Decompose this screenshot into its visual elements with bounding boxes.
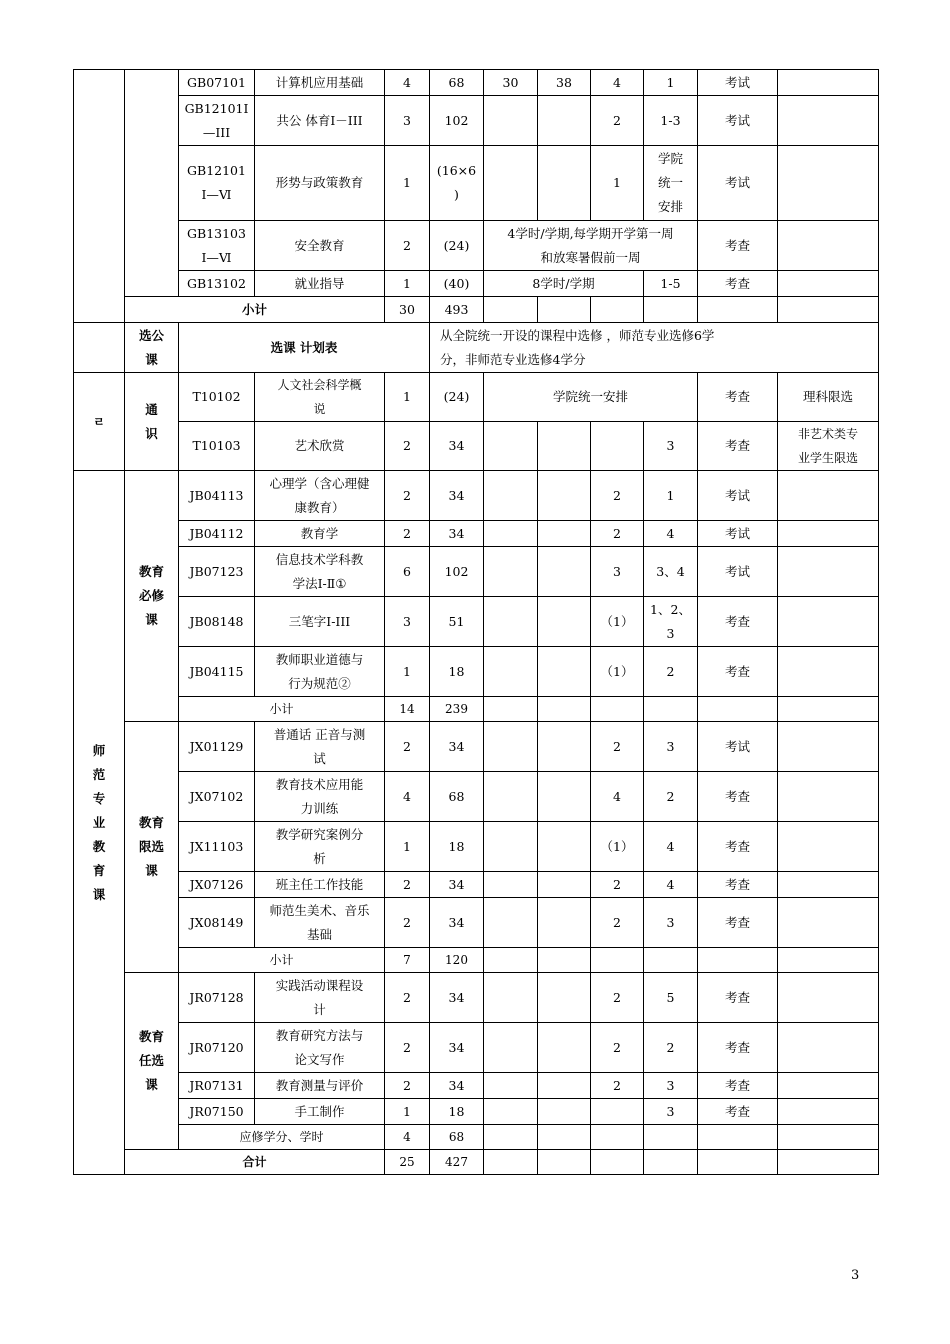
- category-gonggong: [74, 70, 125, 323]
- note: [778, 96, 879, 146]
- semester: 学院 统一 安排: [644, 146, 698, 221]
- hours: 18: [430, 647, 484, 697]
- subtotal-credit: 30: [385, 297, 430, 323]
- col-3: 1: [591, 146, 644, 221]
- course-code: JR07128: [179, 973, 255, 1023]
- semester: 2: [644, 1023, 698, 1073]
- assessment: 考查: [698, 422, 778, 471]
- total-hours: 427: [430, 1150, 484, 1175]
- course-code: T10102: [179, 373, 255, 422]
- subcategory-renxuan: 教育 任选 课: [125, 973, 179, 1150]
- note: [778, 872, 879, 898]
- semester: 2: [644, 647, 698, 697]
- hours: (24): [430, 221, 484, 271]
- subtotal-credit: 7: [385, 948, 430, 973]
- subtotal-hours: 239: [430, 697, 484, 722]
- note: [778, 146, 879, 221]
- category-tongshi: 通 识: [125, 373, 179, 471]
- assessment: 考查: [698, 822, 778, 872]
- col-3: 2: [591, 898, 644, 948]
- col-1: [484, 597, 538, 647]
- semester: 3: [644, 898, 698, 948]
- col-2: [538, 822, 591, 872]
- required-label: 应修学分、学时: [179, 1125, 385, 1150]
- course-row: [74, 1023, 879, 1073]
- subtotal-label: 小计: [125, 297, 385, 323]
- subtotal-row: [74, 297, 879, 323]
- note: [778, 1073, 879, 1099]
- col-3: 4: [591, 772, 644, 822]
- col-3: （1）: [591, 647, 644, 697]
- course-name: 就业指导: [255, 271, 385, 297]
- course-name: 教育学: [255, 521, 385, 547]
- course-row: [74, 973, 879, 1023]
- col-3: [591, 422, 644, 471]
- col-2: [538, 547, 591, 597]
- assessment: 考查: [698, 597, 778, 647]
- assessment: 考查: [698, 373, 778, 422]
- col-1: [484, 822, 538, 872]
- assessment: 考查: [698, 221, 778, 271]
- hours: 34: [430, 973, 484, 1023]
- col-3: 2: [591, 521, 644, 547]
- course-name: 教育测量与评价: [255, 1073, 385, 1099]
- col-1: [484, 146, 538, 221]
- credit: 2: [385, 722, 430, 772]
- subtotal-row: [74, 948, 879, 973]
- col-1: [484, 722, 538, 772]
- col-1: [484, 647, 538, 697]
- note: [778, 1023, 879, 1073]
- course-name: 形势与政策教育: [255, 146, 385, 221]
- course-code: JR07150: [179, 1099, 255, 1125]
- hours: 34: [430, 521, 484, 547]
- credit: 2: [385, 898, 430, 948]
- schedule-note: 8学时/学期: [484, 271, 644, 297]
- semester: 3、4: [644, 547, 698, 597]
- col-3: 3: [591, 547, 644, 597]
- course-name: 信息技术学科教 学法Ⅰ-Ⅱ①: [255, 547, 385, 597]
- course-code: JR07120: [179, 1023, 255, 1073]
- course-code: GB07101: [179, 70, 255, 96]
- course-row: [74, 898, 879, 948]
- col-2: [538, 597, 591, 647]
- course-code: JB04113: [179, 471, 255, 521]
- course-row: [74, 722, 879, 772]
- credit: 1: [385, 373, 430, 422]
- schedule-note: 学院统一安排: [484, 373, 698, 422]
- assessment: 考查: [698, 872, 778, 898]
- col-1: [484, 1099, 538, 1125]
- col-2: [538, 722, 591, 772]
- semester: 3: [644, 722, 698, 772]
- assessment: 考查: [698, 772, 778, 822]
- assessment: 考试: [698, 722, 778, 772]
- semester: 1-3: [644, 96, 698, 146]
- col-2: [538, 521, 591, 547]
- col-2: [538, 973, 591, 1023]
- col-1: [484, 1073, 538, 1099]
- course-row: [74, 597, 879, 647]
- course-name: 实践活动课程设 计: [255, 973, 385, 1023]
- assessment: 考查: [698, 271, 778, 297]
- credit: 4: [385, 70, 430, 96]
- col-3: （1）: [591, 822, 644, 872]
- course-code: JB08148: [179, 597, 255, 647]
- hours: 34: [430, 422, 484, 471]
- col-2: [538, 1099, 591, 1125]
- credit: 2: [385, 521, 430, 547]
- course-name: 师范生美术、音乐 基础: [255, 898, 385, 948]
- credit: 2: [385, 1023, 430, 1073]
- note: [778, 271, 879, 297]
- course-code: GB13102: [179, 271, 255, 297]
- semester: 3: [644, 1099, 698, 1125]
- col-1: [484, 96, 538, 146]
- credit: 2: [385, 973, 430, 1023]
- credit: 2: [385, 422, 430, 471]
- subcategory-bixiu: 教育 必修 课: [125, 471, 179, 722]
- hours: 34: [430, 898, 484, 948]
- hours: 68: [430, 70, 484, 96]
- col-3: 2: [591, 1023, 644, 1073]
- col-2: [538, 772, 591, 822]
- elective-label: 选课 计划表: [179, 323, 430, 373]
- note: [778, 597, 879, 647]
- assessment: 考查: [698, 898, 778, 948]
- note: [778, 647, 879, 697]
- credit: 1: [385, 822, 430, 872]
- course-name: 手工制作: [255, 1099, 385, 1125]
- assessment: 考查: [698, 647, 778, 697]
- note: [778, 521, 879, 547]
- assessment: 考试: [698, 146, 778, 221]
- col-3: 2: [591, 96, 644, 146]
- course-name: 计算机应用基础: [255, 70, 385, 96]
- schedule-note: 4学时/学期,每学期开学第一周 和放寒暑假前一周: [484, 221, 698, 271]
- course-row: [74, 146, 879, 221]
- hours: 34: [430, 1073, 484, 1099]
- course-row: [74, 547, 879, 597]
- hours: 102: [430, 547, 484, 597]
- course-name: 安全教育: [255, 221, 385, 271]
- credit: 2: [385, 221, 430, 271]
- col-1: 30: [484, 70, 538, 96]
- col-2: [538, 471, 591, 521]
- required-row: [74, 1125, 879, 1150]
- course-row: [74, 822, 879, 872]
- col-3: （1）: [591, 597, 644, 647]
- subtotal-label: 小计: [179, 948, 385, 973]
- col-2: 38: [538, 70, 591, 96]
- credit: 3: [385, 96, 430, 146]
- course-code: JB04115: [179, 647, 255, 697]
- col-3: [591, 1099, 644, 1125]
- hours: 34: [430, 722, 484, 772]
- credit: 1: [385, 1099, 430, 1125]
- course-name: 共公 体育Ⅰ－III: [255, 96, 385, 146]
- col-3: 2: [591, 1073, 644, 1099]
- course-code: JX11103: [179, 822, 255, 872]
- course-row: [74, 221, 879, 271]
- course-name: 教育研究方法与 论文写作: [255, 1023, 385, 1073]
- credit: 6: [385, 547, 430, 597]
- required-hours: 68: [430, 1125, 484, 1150]
- course-row: [74, 422, 879, 471]
- semester: 2: [644, 772, 698, 822]
- course-code: JB07123: [179, 547, 255, 597]
- assessment: 考试: [698, 471, 778, 521]
- course-row: [74, 471, 879, 521]
- note: [778, 722, 879, 772]
- col-1: [484, 521, 538, 547]
- semester: 1-5: [644, 271, 698, 297]
- total-row: [74, 1150, 879, 1175]
- hours: 34: [430, 1023, 484, 1073]
- note: [778, 70, 879, 96]
- assessment: 考查: [698, 973, 778, 1023]
- note: [778, 898, 879, 948]
- semester: 1: [644, 471, 698, 521]
- note: [778, 1099, 879, 1125]
- semester: 4: [644, 521, 698, 547]
- course-row: [74, 373, 879, 422]
- subtotal-row: [74, 697, 879, 722]
- credit: 3: [385, 597, 430, 647]
- course-code: JX01129: [179, 722, 255, 772]
- note: 非艺术类专 业学生限选: [778, 422, 879, 471]
- col-2: [538, 1073, 591, 1099]
- col-2: [538, 1023, 591, 1073]
- semester: 5: [644, 973, 698, 1023]
- page-number: 3: [851, 1268, 860, 1283]
- assessment: 考查: [698, 1073, 778, 1099]
- course-name: 教学研究案例分 析: [255, 822, 385, 872]
- hours: (24): [430, 373, 484, 422]
- required-credit: 4: [385, 1125, 430, 1150]
- course-name: 教师职业道德与 行为规范②: [255, 647, 385, 697]
- subtotal-label: 小计: [179, 697, 385, 722]
- credit: 2: [385, 872, 430, 898]
- course-row: [74, 1099, 879, 1125]
- course-code: JX07102: [179, 772, 255, 822]
- elective-description: 从全院统一开设的课程中选修 ，师范专业选修6学 分，非师范专业选修4学分: [430, 323, 879, 373]
- note: [778, 471, 879, 521]
- semester: 4: [644, 822, 698, 872]
- course-code: JB04112: [179, 521, 255, 547]
- credit: 2: [385, 1073, 430, 1099]
- col-1: [484, 898, 538, 948]
- col-2: [538, 96, 591, 146]
- col-1: [484, 1023, 538, 1073]
- assessment: 考查: [698, 1099, 778, 1125]
- col-1: [484, 772, 538, 822]
- course-name: 普通话 正音与测 试: [255, 722, 385, 772]
- col-1: [484, 872, 538, 898]
- assessment: 考试: [698, 547, 778, 597]
- elective-row: [74, 323, 879, 373]
- hours: 68: [430, 772, 484, 822]
- note: [778, 772, 879, 822]
- assessment: 考查: [698, 1023, 778, 1073]
- course-code: JX07126: [179, 872, 255, 898]
- subtotal-hours: 120: [430, 948, 484, 973]
- col-1: [484, 422, 538, 471]
- category-gongxuan: 选公 课: [125, 323, 179, 373]
- course-name: 三笔字Ⅰ-III: [255, 597, 385, 647]
- subtotal-credit: 14: [385, 697, 430, 722]
- course-name: 班主任工作技能: [255, 872, 385, 898]
- semester: 3: [644, 1073, 698, 1099]
- subcategory-xianxuan: 教育 限选 课: [125, 722, 179, 973]
- semester: 1: [644, 70, 698, 96]
- hours: (16×6 ): [430, 146, 484, 221]
- note: [778, 221, 879, 271]
- col-3: 2: [591, 872, 644, 898]
- hours: (40): [430, 271, 484, 297]
- course-code: GB13103 Ⅰ—Ⅵ: [179, 221, 255, 271]
- col-2: [538, 872, 591, 898]
- semester: 4: [644, 872, 698, 898]
- subtotal-hours: 493: [430, 297, 484, 323]
- category-tongshi-mark: ㄹ: [74, 373, 125, 471]
- assessment: 考试: [698, 70, 778, 96]
- semester: 3: [644, 422, 698, 471]
- course-code: T10103: [179, 422, 255, 471]
- assessment: 考试: [698, 96, 778, 146]
- course-row: [74, 70, 879, 96]
- col-2: [538, 898, 591, 948]
- category-shifan: 师 范 专 业 教 育 课: [74, 471, 125, 1175]
- course-row: [74, 1073, 879, 1099]
- col-1: [484, 471, 538, 521]
- course-row: [74, 647, 879, 697]
- course-row: [74, 96, 879, 146]
- col-2: [538, 146, 591, 221]
- col-2: [538, 422, 591, 471]
- col-2: [538, 647, 591, 697]
- course-name: 人文社会科学概 说: [255, 373, 385, 422]
- note: [778, 822, 879, 872]
- note: 理科限选: [778, 373, 879, 422]
- credit: 4: [385, 772, 430, 822]
- col-3: 4: [591, 70, 644, 96]
- curriculum-table: [73, 69, 879, 1175]
- col-1: [484, 973, 538, 1023]
- credit: 2: [385, 471, 430, 521]
- total-label: 合计: [125, 1150, 385, 1175]
- course-code: JX08149: [179, 898, 255, 948]
- subcategory-empty: [125, 70, 179, 297]
- credit: 1: [385, 146, 430, 221]
- course-row: [74, 521, 879, 547]
- assessment: 考试: [698, 521, 778, 547]
- hours: 102: [430, 96, 484, 146]
- col-3: 2: [591, 471, 644, 521]
- course-code: JR07131: [179, 1073, 255, 1099]
- course-row: [74, 772, 879, 822]
- hours: 51: [430, 597, 484, 647]
- credit: 1: [385, 647, 430, 697]
- course-row: [74, 872, 879, 898]
- semester: 1、2、 3: [644, 597, 698, 647]
- note: [778, 547, 879, 597]
- col-3: 2: [591, 722, 644, 772]
- hours: 18: [430, 1099, 484, 1125]
- col-3: 2: [591, 973, 644, 1023]
- course-name: 艺术欣赏: [255, 422, 385, 471]
- hours: 34: [430, 872, 484, 898]
- course-code: GB12101I —III: [179, 96, 255, 146]
- total-credit: 25: [385, 1150, 430, 1175]
- course-name: 心理学（含心理健 康教育）: [255, 471, 385, 521]
- category-blank: [74, 323, 125, 373]
- credit: 1: [385, 271, 430, 297]
- col-1: [484, 547, 538, 597]
- hours: 34: [430, 471, 484, 521]
- course-name: 教育技术应用能 力训练: [255, 772, 385, 822]
- course-row: [74, 271, 879, 297]
- course-code: GB12101 Ⅰ—Ⅵ: [179, 146, 255, 221]
- note: [778, 973, 879, 1023]
- hours: 18: [430, 822, 484, 872]
